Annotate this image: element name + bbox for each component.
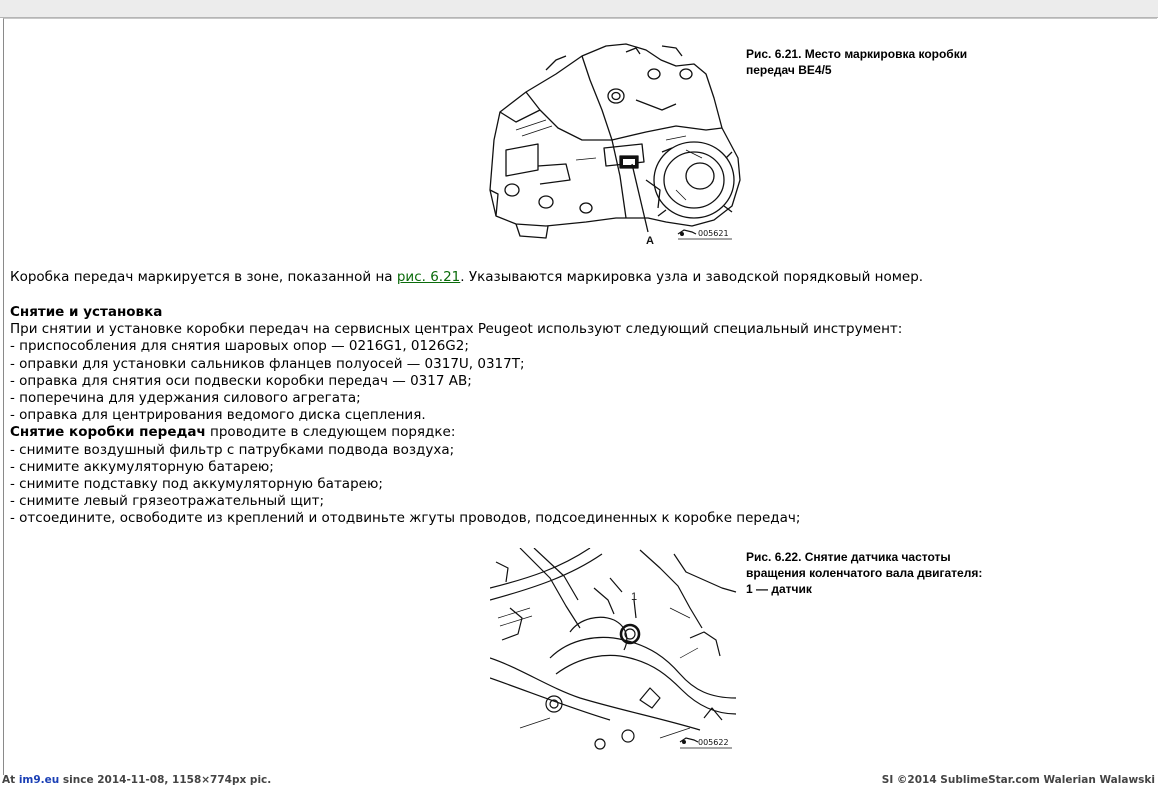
gearbox-figure xyxy=(486,40,741,246)
section-heading xyxy=(10,304,902,321)
sensor-callout-label: 1 xyxy=(631,591,638,603)
caption-line: 1 — датчик xyxy=(746,582,812,596)
section-heading-text: Снятие и установка xyxy=(10,304,163,320)
step-item: - снимите левый грязеотражательный щит; xyxy=(10,493,325,510)
caption-line: Рис. 6.21. Место маркировка коробки xyxy=(746,47,968,61)
step-item: - снимите воздушный фильтр с патрубками подвода воздуха; xyxy=(10,441,455,458)
removal-intro xyxy=(10,424,902,441)
tool-item: - оправка для снятия оси подвески коробки передач — 0317 AB; xyxy=(10,372,472,389)
tool-item: - поперечина для удержания силового агрегата; xyxy=(10,389,361,406)
gearbox-figure-code: 005621 xyxy=(698,229,729,238)
figure-6-21-link[interactable]: рис. 6.21 xyxy=(396,269,461,285)
tool-item: - приспособления для снятия шаровых опор — 0216G1, 0126G2; xyxy=(10,338,469,355)
footer-right: SI ©2014 SublimeStar.com Walerian Walawski xyxy=(881,774,1155,786)
intro-paragraph xyxy=(10,269,923,286)
sensor-figure xyxy=(490,548,740,754)
footer-at: At xyxy=(2,774,19,786)
caption-line: вращения коленчатого вала двигателя: xyxy=(746,566,983,580)
caption-line: Рис. 6.22. Снятие датчика частоты xyxy=(746,550,951,564)
top-toolbar xyxy=(0,0,1158,18)
gearbox-illustration xyxy=(486,40,741,246)
intro-text-after: . Указываются маркировка узла и заводской порядковый номер. xyxy=(460,269,924,285)
tool-item: - оправка для центрирования ведомого диска сцепления. xyxy=(10,407,426,424)
removal-section xyxy=(10,304,902,527)
step-item: - снимите подставку под аккумуляторную батарею; xyxy=(10,475,383,492)
gearbox-callout-label: A xyxy=(646,235,654,246)
step-item: - снимите аккумуляторную батарею; xyxy=(10,458,274,475)
intro-line xyxy=(10,269,923,286)
sensor-figure-code: 005622 xyxy=(698,738,729,747)
removal-bold: Снятие коробки передач xyxy=(10,424,206,441)
footer-bar xyxy=(0,774,1158,786)
tool-item: - оправки для установки сальников фланцев полуосей — 0317U, 0317T; xyxy=(10,355,525,372)
removal-rest: проводите в следующем порядке: xyxy=(205,424,456,441)
footer-site-link[interactable]: im9.eu xyxy=(18,774,60,786)
figure-6-22-caption xyxy=(746,549,982,597)
sensor-illustration xyxy=(490,548,740,754)
footer-left xyxy=(2,774,271,786)
caption-line: передач BE4/5 xyxy=(746,63,832,77)
section-lead: При снятии и установке коробки передач на сервисных центрах Peugeot используют следующий специальный инструмент: xyxy=(10,321,903,338)
figure-6-21-caption xyxy=(746,46,967,78)
footer-since: since 2014-11-08, 1158×774px pic. xyxy=(59,774,272,786)
step-item: - отсоедините, освободите из креплений и отодвиньте жгуты проводов, подсоединенных к коробке передач; xyxy=(10,510,801,527)
intro-text-before: Коробка передач маркируется в зоне, показанной на xyxy=(10,269,397,285)
